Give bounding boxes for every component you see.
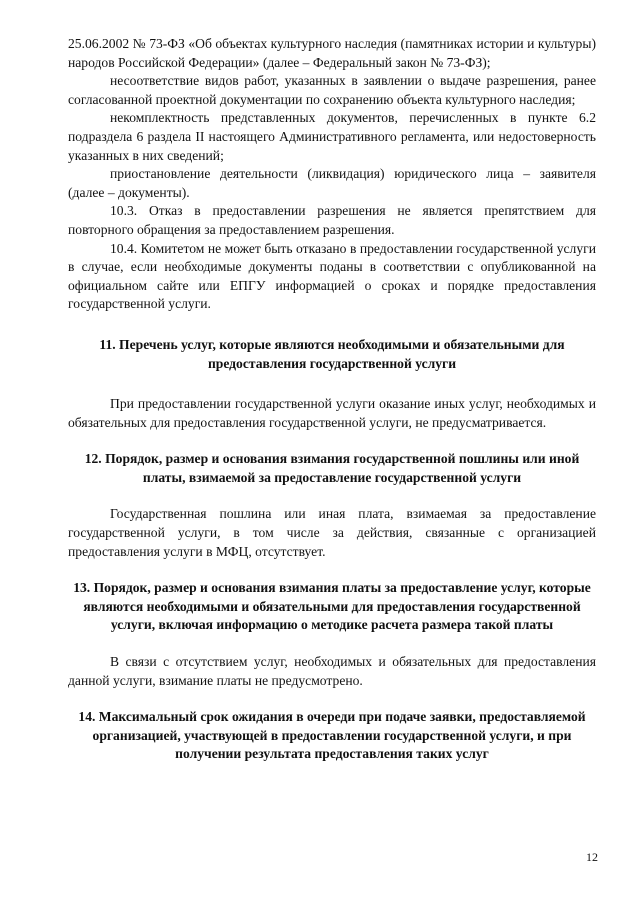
section-14-heading: 14. Максимальный срок ожидания в очереди при подаче заявки, предоставляемой организацией, участвующей в предоставлении государственной услуги, и при получении результата предоставления таких услуг xyxy=(78,709,586,762)
section-13-heading: 13. Порядок, размер и основания взимания платы за предоставление услуг, которые являются необходимыми и обязательными для предоставления государственной услуги, включая информацию о методике расчета размера такой платы xyxy=(73,580,591,633)
section-12-text: Государственная пошлина или иная плата, взимаемая за предоставление государственной услуги, в том числе за действия, связанные с организацией предоставления услуги в МФЦ, отсутствует. xyxy=(68,506,596,559)
section-11-heading: 11. Перечень услуг, которые являются необходимыми и обязательными для предоставления государственной услуги xyxy=(99,336,565,371)
paragraph-10-3: 10.3. Отказ в предоставлении разрешения не является препятствием для повторного обращения за предоставлением разрешения. xyxy=(68,203,596,237)
intro-paragraph: 25.06.2002 № 73-ФЗ «Об объектах культурного наследия (памятниках истории и культуры) народов Российской Федерации» (далее – Федеральный закон № 73-ФЗ); xyxy=(68,36,596,70)
page-number: 12 xyxy=(586,850,598,864)
paragraph-10-4: 10.4. Комитетом не может быть отказано в предоставлении государственной услуги в случае, если необходимые документы поданы в соответствии с опубликованной на официальном сайте или ЕПГУ информацией о сроках и порядке предоставления государственной услуги. xyxy=(68,240,596,312)
refusal-ground-1: несоответствие видов работ, указанных в заявлении о выдаче разрешения, ранее согласованной проектной документации по сохранению объекта культурного наследия; xyxy=(68,73,596,107)
section-11-text: При предоставлении государственной услуги оказание иных услуг, необходимых и обязательных для предоставления государственной услуги, не предусматривается. xyxy=(68,396,596,430)
refusal-ground-2: некомплектность представленных документов, перечисленных в пункте 6.2 подраздела 6 раздела II настоящего Административного регламента, или недостоверность указанных в них сведений; xyxy=(68,110,596,163)
section-13-text: В связи с отсутствием услуг, необходимых и обязательных для предоставления данной услуги, взимание платы не предусмотрено. xyxy=(68,654,596,688)
section-12-heading: 12. Порядок, размер и основания взимания государственной пошлины или иной платы, взимаемой за предоставление государственной услуги xyxy=(84,451,580,485)
page-content xyxy=(68,35,596,764)
refusal-ground-3: приостановление деятельности (ликвидация) юридического лица – заявителя (далее – документы). xyxy=(68,166,596,200)
